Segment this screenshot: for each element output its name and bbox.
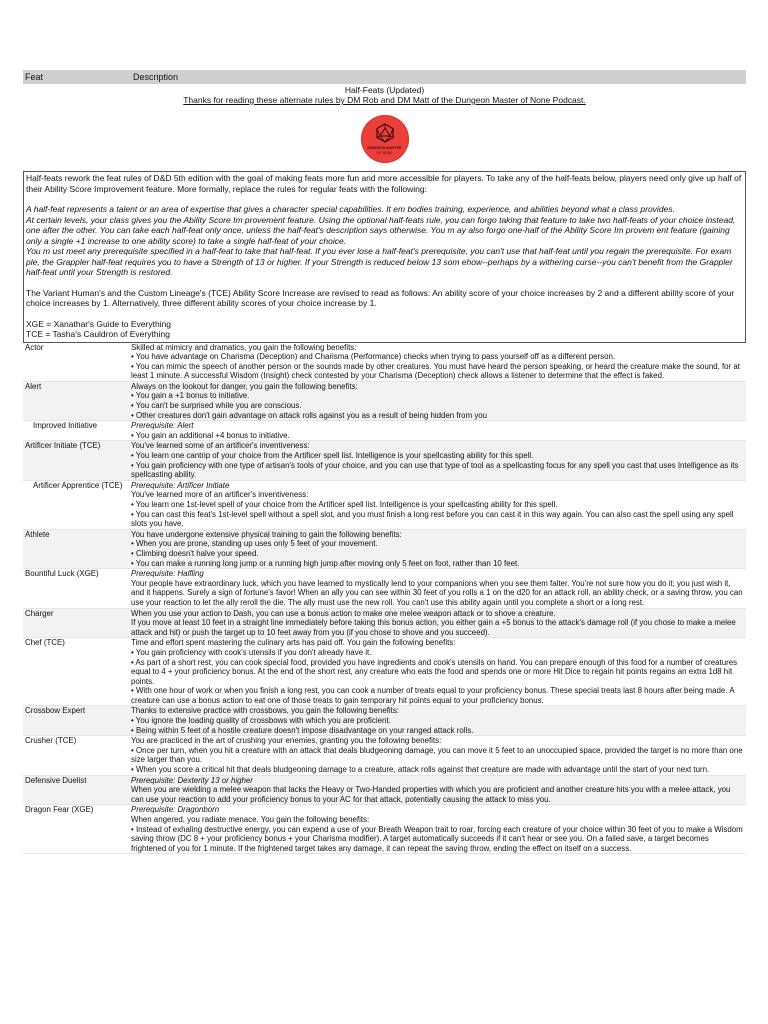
feat-description-line: • You can cast this feat's 1st-level spell without a spell slot, and you must finish a long rest before you can cast it in this way again. You can also cast the spell using any spell slots you have. xyxy=(131,509,734,529)
feat-description-line: • You can mimic the speech of another person or the sounds made by other creatures. You must have heard the person speaking, or heard the creature make the sound, for at least 1 minute. A successful Wisdom (Insight) check contested by your Charisma (Deception) check allows a listener to determine that the effect is faked. xyxy=(131,361,740,381)
feat-description-line: Thanks to extensive practice with crossbows, you gain the following benefits: xyxy=(131,706,399,716)
feat-name: Alert xyxy=(25,381,42,391)
feat-prerequisite: Prerequisite: Alert xyxy=(131,421,194,431)
feat-description xyxy=(131,421,746,440)
document-title xyxy=(23,85,746,105)
feat-description-line: • Instead of exhaling destructive energy, you can expend a use of your Breath Weapon trait to roar, forcing each creature of your choice within 30 feet of you to make a Wisdom saving throw (DC 8 + your proficiency bonus + your Charisma modifier). A target automatically succeeds if it can't hear or see you. On a failed save, a target becomes frightened of you for 1 minute. If the frightened target takes any damage, it can repeat the saving throw, ending the effect on itself on a success. xyxy=(131,824,743,853)
paragraph-gap xyxy=(26,309,742,319)
feat-description-line: Time and effort spent mastering the culinary arts has paid off. You gain the following benefits: xyxy=(131,638,456,648)
feat-description xyxy=(131,530,746,568)
feat-description-line: • Once per turn, when you hit a creature with an attack that deals bludgeoning damage, you can move it 5 feet to an unoccupied space, provided the target is no more than one size larger than you. xyxy=(131,745,743,765)
feat-prerequisite: Prerequisite: Artificer Initiate xyxy=(131,480,230,490)
feat-name: Artificer Initiate (TCE) xyxy=(25,441,101,451)
feat-name: Improved Initiative xyxy=(33,421,98,431)
feat-description-line: • You gain proficiency with cook's utensils if you don't already have it. xyxy=(131,647,372,657)
intro-variant-human: The Variant Human's and the Custom Lineage's (TCE) Ability Score Increase are revised to read as follows: An ability score of your choice increases by 2 and a different ability score of your choice increases by 1. Alternatively, three different ability scores of your choice increase by 1. xyxy=(26,287,735,308)
feat-description-line: Skilled at mimicry and dramatics, you gain the following benefits: xyxy=(131,342,357,352)
feat-name: Bountiful Luck (XGE) xyxy=(25,569,99,579)
paragraph-gap xyxy=(26,278,742,288)
logo-subtext: OF NONE xyxy=(376,151,393,155)
table-row xyxy=(23,569,746,608)
feat-description-line: • You can't be surprised while you are conscious. xyxy=(131,401,302,411)
feat-description-line: When you are wielding a melee weapon that lacks the Heavy or Two-Handed properties with which you are proficient and another creature hits you with a melee attack, you can use your reaction to add your proficiency bonus to your AC for that attack, potentially causing the attack to miss you. xyxy=(131,785,731,804)
feat-prerequisite: Prerequisite: Dragonborn xyxy=(131,805,220,815)
feat-name: Charger xyxy=(25,608,54,618)
table-row xyxy=(23,736,746,775)
feat-name: Artificer Apprentice (TCE) xyxy=(33,480,123,490)
intro-paragraph: Half-feats rework the feat rules of D&D 5th edition with the goal of making feats more fun and more accessible for players. To take any of the half-feats below, players need only give up half of their Ability Score Improvement feature. More formally, replace the rules for regular feats with the following: xyxy=(26,173,742,194)
feat-description-line: • You have advantage on Charisma (Deception) and Charisma (Performance) checks when trying to pass yourself off as a different person. xyxy=(131,352,616,362)
feat-description-line: You are practiced in the art of crushing your enemies, granting you the following benefits: xyxy=(131,736,442,746)
feat-prerequisite: Prerequisite: Dexterity 13 or higher xyxy=(131,775,253,785)
feat-description xyxy=(131,638,746,705)
feat-description-line: Always on the lookout for danger, you gain the following benefits: xyxy=(131,381,358,391)
table-row xyxy=(23,805,746,854)
thanks-link[interactable]: Thanks for reading these alternate rules by DM Rob and DM Matt of the Dungeon Master of None Podcast. xyxy=(183,95,586,105)
table-row xyxy=(23,609,746,639)
d20-logo-icon xyxy=(375,123,395,143)
feat-description-line: You've learned more of an artificer's inventiveness: xyxy=(131,490,309,500)
table-row xyxy=(23,382,746,421)
feat-name: Actor xyxy=(25,342,44,352)
table-row xyxy=(23,481,746,530)
intro-definition: A half-feat represents a talent or an area of expertise that gives a character special capabilities. It em bodies training, experience, and abilities beyond what a class provides. xyxy=(26,204,675,214)
feat-description-line: • When you score a critical hit that deals bludgeoning damage to a creature, attack rolls against that creature are made with advantage until the start of your next turn. xyxy=(131,765,710,775)
feat-description-line: • You gain an additional +4 bonus to initiative. xyxy=(131,430,290,440)
table-row xyxy=(23,441,746,480)
feat-description xyxy=(131,343,746,381)
feat-description-line: • Other creatures don't gain advantage on attack rolls against you as a result of being hidden from you xyxy=(131,410,488,420)
paragraph-gap xyxy=(26,194,742,204)
feat-description-line: If you move at least 10 feet in a straight line immediately before taking this bonus action, you either gain a +5 bonus to the attack's damage roll (if you chose to make a melee attack and hit) or push the target up to 10 feet away from you (if you chose to shove and you succeed). xyxy=(131,618,736,637)
table-row xyxy=(23,638,746,706)
feat-description xyxy=(131,805,746,853)
feat-column-header: Feat xyxy=(25,72,44,82)
feat-table xyxy=(23,343,746,855)
feat-description-line: • Climbing doesn't halve your speed. xyxy=(131,548,259,558)
abbrev-xge: XGE = Xanathar's Guide to Everything xyxy=(26,318,172,329)
feat-description xyxy=(131,481,746,529)
table-row xyxy=(23,776,746,806)
feat-description-line: When angered, you radiate menace. You gain the following benefits: xyxy=(131,815,370,824)
table-row xyxy=(23,530,746,569)
logo-text: DUNGEON MASTER xyxy=(367,146,402,150)
feat-name: Athlete xyxy=(25,529,50,539)
table-row xyxy=(23,706,746,736)
intro-box xyxy=(23,171,746,343)
podcast-logo xyxy=(361,115,409,163)
feat-description-line: • As part of a short rest, you can cook special food, provided you have ingredients and cook's utensils on hand. You can prepare enough of this food for a number of creatures equal to 4 + your proficiency bonus. At the end of the short rest, any creature who eats the food and spends one or more Hit Dice to regain hit points regains an extra 1d8 hit points. xyxy=(131,657,738,686)
feat-name: Crossbow Expert xyxy=(25,706,86,716)
feat-description-line: • When you are prone, standing up uses only 5 feet of your movement. xyxy=(131,539,378,549)
table-row xyxy=(23,343,746,382)
feat-description xyxy=(131,609,746,638)
feat-name: Chef (TCE) xyxy=(25,638,65,648)
description-column-header: Description xyxy=(133,72,179,82)
feat-description-line: • With one hour of work or when you finish a long rest, you can cook a number of treats equal to your proficiency bonus. These special treats last 8 hours after being made. A creature can use a bonus action to eat one of those treats to gain temporary hit points equal to your proficiency bonus. xyxy=(131,686,735,705)
feat-description-line: • You ignore the loading quality of crossbows with which you are proficient. xyxy=(131,716,391,726)
feat-description-line: Your people have extraordinary luck, which you have learned to mystically lend to your companions when you see them falter. You're not sure how you do it; you just wish it, and it happens. Surely a sign of fortune's favor! When an ally you can see within 30 feet of you rolls a 1 on the d20 for an attack roll, an ability check, or a saving throw, you can use your reaction to let the ally reroll the die. The ally must use the new roll. You can't use this ability again until you complete a short or a long rest. xyxy=(131,578,743,607)
feat-description xyxy=(131,382,746,420)
intro-prerequisite-rule: You m ust meet any prerequisite specified in a half-feat to take that half-feat. If you ever lose a half-feat's prerequisite, you can't use that half-feat until you regain the prerequisite. For exam ple, the Grappler half-feat requires you to have a Strength of 13 or higher. If your Strength is reduced below 13 som ehow--perhaps by a withering curse--you can't benefit from the Grappler half-feat until your Strength is restored. xyxy=(26,246,733,277)
feat-description-line: • You gain a +1 bonus to initiative. xyxy=(131,391,250,401)
feat-description-line: You've learned some of an artificer's inventiveness: xyxy=(131,441,310,451)
feat-description xyxy=(131,706,746,735)
feat-name: Dragon Fear (XGE) xyxy=(25,805,94,815)
feat-description-line: • Being within 5 feet of a hostile creature doesn't impose disadvantage on your ranged attack rolls. xyxy=(131,725,474,735)
feat-description-line: • You learn one 1st-level spell of your choice from the Artificer spell list. Intelligence is your spellcasting ability for this spell. xyxy=(131,500,558,509)
feat-description xyxy=(131,569,746,607)
feat-prerequisite: Prerequisite: Halfling xyxy=(131,569,204,579)
abbrev-tce: TCE = Tasha's Cauldron of Everything xyxy=(26,329,170,339)
feat-description xyxy=(131,441,746,479)
feat-description-line: You have undergone extensive physical training to gain the following benefits: xyxy=(131,529,402,539)
feat-description xyxy=(131,736,746,774)
logo-area xyxy=(23,109,746,169)
intro-rule: At certain levels, your class gives you the Ability Score Im provement feature. Using the optional half-feats rule, you can forgo taking that feature to take two half-feats of your choice instead, one after the other. You can take each half-feat only once, unless the half-feat's description says otherwise. You m ay also forgo one-half of the Ability Score Im provem ent feature (gaining only a single +1 increase to one ability score) to take a single half-feat of your choice. xyxy=(26,214,736,246)
feat-name: Crusher (TCE) xyxy=(25,736,77,746)
feat-description-line: • You learn one cantrip of your choice from the Artificer spell list. Intelligence is your spellcasting ability for this spell. xyxy=(131,451,534,461)
feat-name: Defensive Duelist xyxy=(25,775,87,785)
table-header xyxy=(23,70,746,84)
page-title: Half-Feats (Updated) xyxy=(344,85,425,95)
feat-description-line: • You gain proficiency with one type of artisan's tools of your choice, and you can use that type of tool as a spellcasting focus for any spell you cast that uses Intelligence as its spellcasting ability. xyxy=(131,460,739,480)
table-row xyxy=(23,421,746,441)
feat-description-line: When you use your action to Dash, you can use a bonus action to make one melee weapon attack or to shove a creature. xyxy=(131,608,556,618)
feat-description-line: • You can make a running long jump or a running high jump after moving only 5 feet on foot, rather than 10 feet. xyxy=(131,558,520,568)
feat-description xyxy=(131,776,746,805)
half-feats-sheet xyxy=(23,70,746,854)
